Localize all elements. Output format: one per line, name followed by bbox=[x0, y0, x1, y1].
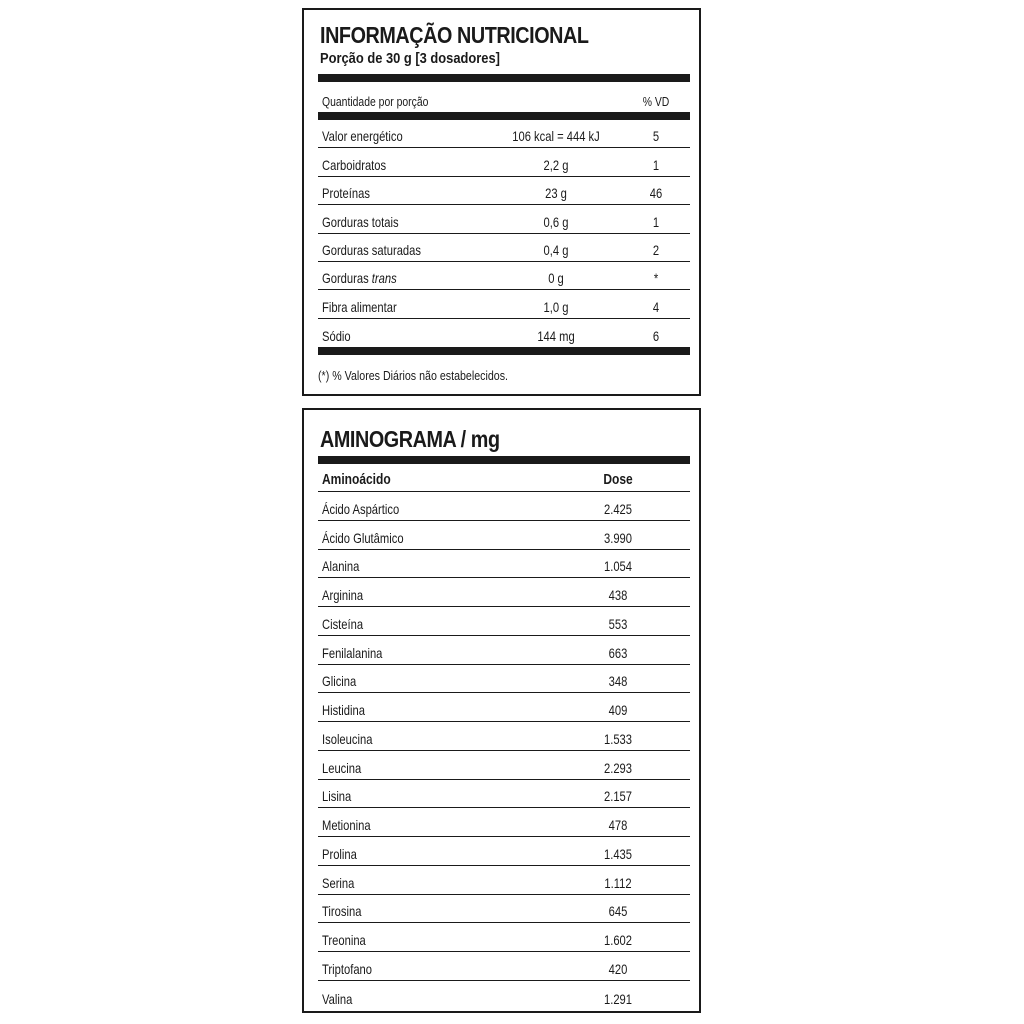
amino-acid-row bbox=[318, 808, 690, 837]
nutrient-row bbox=[318, 205, 690, 233]
amino-acid-row bbox=[318, 780, 690, 809]
nutrient-label: Fibra alimentar bbox=[322, 298, 397, 315]
amino-acid-row bbox=[318, 722, 690, 751]
amino-acid-row bbox=[318, 751, 690, 780]
amino-acid-dose: 663 bbox=[608, 644, 628, 661]
amino-acid-dose: 1.435 bbox=[603, 845, 633, 862]
header-amino-label: Aminoácido bbox=[322, 471, 391, 488]
amino-acid-row bbox=[318, 550, 690, 579]
amino-acid-dose: 3.990 bbox=[603, 529, 633, 546]
nutrient-label: Carboidratos bbox=[322, 156, 387, 173]
amino-acid-label: Isoleucina bbox=[322, 730, 373, 747]
amino-acid-row bbox=[318, 866, 690, 895]
amino-acid-dose: 2.425 bbox=[603, 500, 633, 517]
nutrient-vd: 46 bbox=[649, 185, 663, 202]
nutrition-header-row bbox=[318, 82, 690, 112]
thick-divider bbox=[318, 74, 690, 82]
nutrient-row bbox=[318, 148, 690, 176]
aminogram-panel bbox=[302, 408, 701, 1013]
nutrient-vd: 1 bbox=[652, 213, 660, 230]
amino-acid-label: Lisina bbox=[322, 788, 352, 805]
amino-acid-label: Alanina bbox=[322, 558, 360, 575]
header-vd-label: % VD bbox=[642, 94, 670, 109]
amino-acid-row bbox=[318, 693, 690, 722]
amino-acid-label: Tirosina bbox=[322, 903, 362, 920]
amino-acid-dose: 645 bbox=[608, 903, 628, 920]
amino-acid-label: Leucina bbox=[322, 759, 362, 776]
nutrient-vd: 2 bbox=[652, 241, 660, 258]
aminogram-title: AMINOGRAMA / mg bbox=[320, 426, 500, 452]
nutrition-facts-panel bbox=[302, 8, 701, 396]
nutrient-amount: 23 g bbox=[545, 185, 567, 202]
header-dose-label: Dose bbox=[603, 471, 633, 488]
amino-acid-label: Cisteína bbox=[322, 615, 364, 632]
nutrient-amount: 0 g bbox=[548, 270, 564, 287]
nutrient-vd: * bbox=[653, 270, 659, 287]
nutrient-label: Sódio bbox=[322, 328, 351, 345]
amino-acid-dose: 2.157 bbox=[603, 788, 633, 805]
thick-divider bbox=[318, 112, 690, 120]
nutrient-label: Gorduras trans bbox=[322, 270, 397, 287]
nutrient-row bbox=[318, 262, 690, 290]
aminogram-header-row bbox=[318, 464, 690, 492]
amino-acid-label: Triptofano bbox=[322, 960, 373, 977]
nutrient-label: Gorduras saturadas bbox=[322, 241, 421, 258]
nutrient-vd: 5 bbox=[652, 128, 660, 145]
amino-acid-label: Ácido Glutâmico bbox=[322, 529, 404, 546]
nutrient-vd: 6 bbox=[652, 328, 660, 345]
amino-acid-dose: 1.112 bbox=[604, 874, 632, 891]
amino-acid-dose: 438 bbox=[608, 587, 628, 603]
amino-acid-dose: 478 bbox=[608, 817, 628, 833]
amino-acid-row bbox=[318, 521, 690, 550]
amino-acid-dose: 553 bbox=[608, 615, 628, 632]
amino-acid-label: Metionina bbox=[322, 817, 371, 833]
thick-divider bbox=[318, 456, 690, 464]
amino-acid-row bbox=[318, 636, 690, 665]
amino-acid-dose: 1.533 bbox=[603, 730, 633, 747]
nutrient-row bbox=[318, 177, 690, 205]
header-quantity-label: Quantidade por porção bbox=[322, 94, 429, 109]
amino-acid-label: Valina bbox=[322, 990, 353, 1007]
amino-acid-row bbox=[318, 492, 690, 521]
amino-acid-label: Prolina bbox=[322, 845, 357, 862]
nutrient-row bbox=[318, 120, 690, 148]
amino-acid-row bbox=[318, 665, 690, 694]
amino-acid-dose: 2.293 bbox=[603, 759, 633, 776]
amino-acid-label: Glicina bbox=[322, 673, 357, 690]
amino-acid-label: Serina bbox=[322, 874, 355, 891]
nutrient-label: Gorduras totais bbox=[322, 213, 399, 230]
nutrient-amount: 106 kcal = 444 kJ bbox=[512, 128, 600, 145]
amino-acid-dose: 420 bbox=[608, 960, 628, 977]
nutrient-vd: 1 bbox=[652, 156, 660, 173]
amino-acid-label: Ácido Aspártico bbox=[322, 500, 400, 517]
amino-acid-row bbox=[318, 923, 690, 952]
nutrient-row bbox=[318, 290, 690, 318]
nutrient-label: Proteínas bbox=[322, 185, 370, 202]
amino-acid-dose: 1.291 bbox=[603, 990, 633, 1007]
serving-size: Porção de 30 g [3 dosadores] bbox=[320, 50, 500, 67]
amino-acid-label: Histidina bbox=[322, 702, 365, 718]
nutrient-label: Valor energético bbox=[322, 128, 403, 145]
amino-acid-dose: 409 bbox=[608, 702, 628, 718]
amino-acid-row bbox=[318, 895, 690, 924]
nutrient-vd: 4 bbox=[652, 298, 660, 315]
amino-acid-label: Treonina bbox=[322, 932, 366, 948]
amino-acid-dose: 1.602 bbox=[603, 932, 633, 948]
nutrient-amount: 144 mg bbox=[537, 328, 575, 345]
nutrient-row bbox=[318, 319, 690, 347]
amino-acid-row bbox=[318, 607, 690, 636]
nutrition-title: INFORMAÇÃO NUTRICIONAL bbox=[320, 22, 589, 48]
nutrient-row bbox=[318, 234, 690, 262]
amino-acid-row bbox=[318, 981, 690, 1010]
amino-acid-label: Arginina bbox=[322, 587, 364, 603]
nutrient-amount: 0,4 g bbox=[543, 241, 569, 258]
nutrient-amount: 1,0 g bbox=[543, 298, 569, 315]
thick-divider bbox=[318, 347, 690, 355]
amino-acid-label: Fenilalanina bbox=[322, 644, 383, 661]
amino-acid-row bbox=[318, 578, 690, 607]
amino-acid-dose: 348 bbox=[608, 673, 628, 690]
amino-acid-row bbox=[318, 837, 690, 866]
footnote: (*) % Valores Diários não estabelecidos. bbox=[318, 368, 508, 383]
amino-acid-row bbox=[318, 952, 690, 981]
amino-acid-dose: 1.054 bbox=[603, 558, 633, 575]
nutrient-amount: 2,2 g bbox=[543, 156, 569, 173]
nutrient-amount: 0,6 g bbox=[543, 213, 569, 230]
